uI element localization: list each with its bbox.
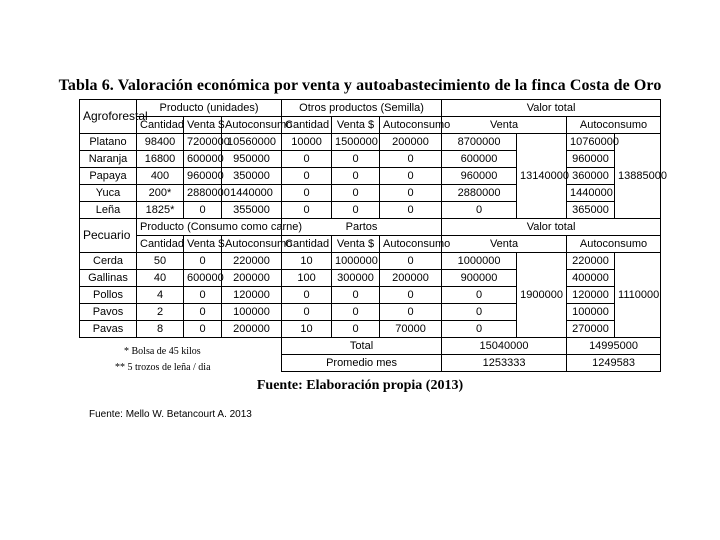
table-cell: 960000 bbox=[184, 168, 222, 185]
table-cell: 100000 bbox=[222, 304, 282, 321]
row-name: Gallinas bbox=[80, 270, 137, 287]
table-cell: 10760000 bbox=[567, 134, 615, 151]
table-cell: 0 bbox=[184, 287, 222, 304]
col-header: Venta $ bbox=[332, 236, 380, 253]
table-cell: 200000 bbox=[222, 270, 282, 287]
table-cell: 8700000 bbox=[442, 134, 517, 151]
table-cell: 400 bbox=[137, 168, 184, 185]
total-venta: 15040000 bbox=[442, 338, 567, 355]
table-cell: 0 bbox=[184, 321, 222, 338]
table-cell: 960000 bbox=[567, 151, 615, 168]
table-cell: 0 bbox=[380, 304, 442, 321]
col-header: Autoconsumo bbox=[222, 117, 282, 134]
pec-total-venta: 1900000 bbox=[517, 253, 567, 338]
table-cell: 200* bbox=[137, 185, 184, 202]
table-cell: 100 bbox=[282, 270, 332, 287]
valuation-table bbox=[79, 99, 667, 372]
table-cell: 0 bbox=[380, 287, 442, 304]
table-cell: 0 bbox=[282, 202, 332, 219]
table-cell: 400000 bbox=[567, 270, 615, 287]
table-row bbox=[80, 168, 661, 185]
col-header: Autoconsumo bbox=[222, 236, 282, 253]
row-name: Pavas bbox=[80, 321, 137, 338]
table-cell: 2 bbox=[137, 304, 184, 321]
agro-total-venta: 13140000 bbox=[517, 134, 567, 219]
table-cell: 950000 bbox=[222, 151, 282, 168]
pec-section-label: Pecuario bbox=[80, 219, 137, 253]
table-cell: 0 bbox=[442, 304, 517, 321]
table-cell: 0 bbox=[282, 304, 332, 321]
table-cell: 600000 bbox=[184, 270, 222, 287]
row-name: Platano bbox=[80, 134, 137, 151]
table-cell: 1440000 bbox=[222, 185, 282, 202]
col-header: Venta bbox=[442, 236, 567, 253]
agro-header-row bbox=[80, 100, 661, 117]
agro-group-otros: Otros productos (Semilla) bbox=[282, 100, 442, 117]
table-cell: 0 bbox=[380, 185, 442, 202]
agro-subheader-row bbox=[80, 117, 661, 134]
table-row bbox=[80, 287, 661, 304]
table-cell: 100000 bbox=[567, 304, 615, 321]
table-cell: 1440000 bbox=[567, 185, 615, 202]
total-label: Total bbox=[282, 338, 442, 355]
table-cell: 120000 bbox=[222, 287, 282, 304]
table-cell: 2880000 bbox=[184, 185, 222, 202]
pec-group-valor-total: Valor total bbox=[442, 219, 661, 236]
table-cell: 4 bbox=[137, 287, 184, 304]
table-cell: 220000 bbox=[567, 253, 615, 270]
table-cell: 0 bbox=[332, 151, 380, 168]
col-header: Cantidad bbox=[282, 236, 332, 253]
pec-subheader-row bbox=[80, 236, 661, 253]
table-cell: 0 bbox=[380, 202, 442, 219]
table-cell: 900000 bbox=[442, 270, 517, 287]
col-header: Cantidad bbox=[282, 117, 332, 134]
table-cell: 350000 bbox=[222, 168, 282, 185]
table-cell: 200000 bbox=[222, 321, 282, 338]
table-row bbox=[80, 134, 661, 151]
table-cell: 0 bbox=[442, 202, 517, 219]
table-cell: 365000 bbox=[567, 202, 615, 219]
col-header: Venta $ bbox=[332, 117, 380, 134]
col-header: Autoconsumo bbox=[380, 236, 442, 253]
col-header: Cantidad bbox=[137, 236, 184, 253]
row-name: Cerda bbox=[80, 253, 137, 270]
table-cell: 0 bbox=[184, 304, 222, 321]
table-cell: 600000 bbox=[184, 151, 222, 168]
pec-total-autoconsumo: 1110000 bbox=[615, 253, 661, 338]
agro-total-autoconsumo: 13885000 bbox=[615, 134, 661, 219]
row-name: Pollos bbox=[80, 287, 137, 304]
total-autoconsumo: 14995000 bbox=[567, 338, 661, 355]
row-name: Naranja bbox=[80, 151, 137, 168]
table-cell: 0 bbox=[282, 185, 332, 202]
table-cell: 600000 bbox=[442, 151, 517, 168]
pec-header-row bbox=[80, 219, 661, 236]
col-header: Venta $ bbox=[184, 117, 222, 134]
promedio-label: Promedio mes bbox=[282, 355, 442, 372]
table-cell: 10560000 bbox=[222, 134, 282, 151]
table-cell: 16800 bbox=[137, 151, 184, 168]
table-row bbox=[80, 321, 661, 338]
table-cell: 70000 bbox=[380, 321, 442, 338]
table-cell: 0 bbox=[184, 202, 222, 219]
table-cell: 10 bbox=[282, 321, 332, 338]
col-header: Autoconsumo bbox=[567, 236, 661, 253]
row-name: Papaya bbox=[80, 168, 137, 185]
agro-group-valor-total: Valor total bbox=[442, 100, 661, 117]
promedio-autoconsumo: 1249583 bbox=[567, 355, 661, 372]
table-row bbox=[80, 151, 661, 168]
table-cell: 0 bbox=[332, 202, 380, 219]
table-cell: 300000 bbox=[332, 270, 380, 287]
table-cell: 7200000 bbox=[184, 134, 222, 151]
table-cell: 1000000 bbox=[332, 253, 380, 270]
table-cell: 355000 bbox=[222, 202, 282, 219]
table-cell: 98400 bbox=[137, 134, 184, 151]
table-cell: 0 bbox=[282, 287, 332, 304]
table-cell: 270000 bbox=[567, 321, 615, 338]
table-cell: 0 bbox=[380, 168, 442, 185]
col-header: Venta $ bbox=[184, 236, 222, 253]
table-title: Tabla 6. Valoración económica por venta y autoabastecimiento de la finca Costa de Oro bbox=[58, 77, 662, 94]
table-cell: 1000000 bbox=[442, 253, 517, 270]
table-cell: 0 bbox=[282, 168, 332, 185]
table-cell: 10000 bbox=[282, 134, 332, 151]
row-name: Leña bbox=[80, 202, 137, 219]
col-header: Venta bbox=[442, 117, 567, 134]
table-cell: 0 bbox=[332, 287, 380, 304]
agro-group-producto: Producto (unidades) bbox=[137, 100, 282, 117]
pec-group-producto: Producto (Consumo como carne) bbox=[137, 219, 282, 236]
pec-group-partos: Partos bbox=[282, 219, 442, 236]
table-cell: 0 bbox=[332, 168, 380, 185]
col-header: Cantidad bbox=[137, 117, 184, 134]
table-row bbox=[80, 253, 661, 270]
promedio-venta: 1253333 bbox=[442, 355, 567, 372]
col-header: Autoconsumo bbox=[567, 117, 661, 134]
col-header: Autoconsumo bbox=[380, 117, 442, 134]
table-cell: 2880000 bbox=[442, 185, 517, 202]
table-cell: 0 bbox=[282, 151, 332, 168]
table-cell: 10 bbox=[282, 253, 332, 270]
table-cell: 120000 bbox=[567, 287, 615, 304]
table-cell: 200000 bbox=[380, 270, 442, 287]
table-cell: 0 bbox=[380, 253, 442, 270]
table-cell: 0 bbox=[442, 321, 517, 338]
table-row bbox=[80, 185, 661, 202]
fuente-citation: Fuente: Mello W. Betancourt A. 2013 bbox=[89, 409, 252, 420]
table-cell: 0 bbox=[380, 151, 442, 168]
table-cell: 200000 bbox=[380, 134, 442, 151]
table-cell: 0 bbox=[184, 253, 222, 270]
table-cell: 8 bbox=[137, 321, 184, 338]
table-cell: 360000 bbox=[567, 168, 615, 185]
row-name: Pavos bbox=[80, 304, 137, 321]
footnote-2: ** 5 trozos de leña / dia bbox=[115, 362, 211, 373]
table-cell: 960000 bbox=[442, 168, 517, 185]
table-cell: 220000 bbox=[222, 253, 282, 270]
row-name: Yuca bbox=[80, 185, 137, 202]
table-row bbox=[80, 304, 661, 321]
source-caption: Fuente: Elaboración propia (2013) bbox=[256, 378, 464, 393]
table-cell: 0 bbox=[332, 321, 380, 338]
table-cell: 1500000 bbox=[332, 134, 380, 151]
table-cell: 1825* bbox=[137, 202, 184, 219]
table-row bbox=[80, 202, 661, 219]
agro-section-label: Agroforestal bbox=[80, 100, 137, 134]
table-cell: 0 bbox=[332, 185, 380, 202]
table-row bbox=[80, 270, 661, 287]
footnote-1: * Bolsa de 45 kilos bbox=[124, 346, 201, 357]
table-cell: 40 bbox=[137, 270, 184, 287]
table-cell: 0 bbox=[332, 304, 380, 321]
table-cell: 50 bbox=[137, 253, 184, 270]
table-cell: 0 bbox=[442, 287, 517, 304]
